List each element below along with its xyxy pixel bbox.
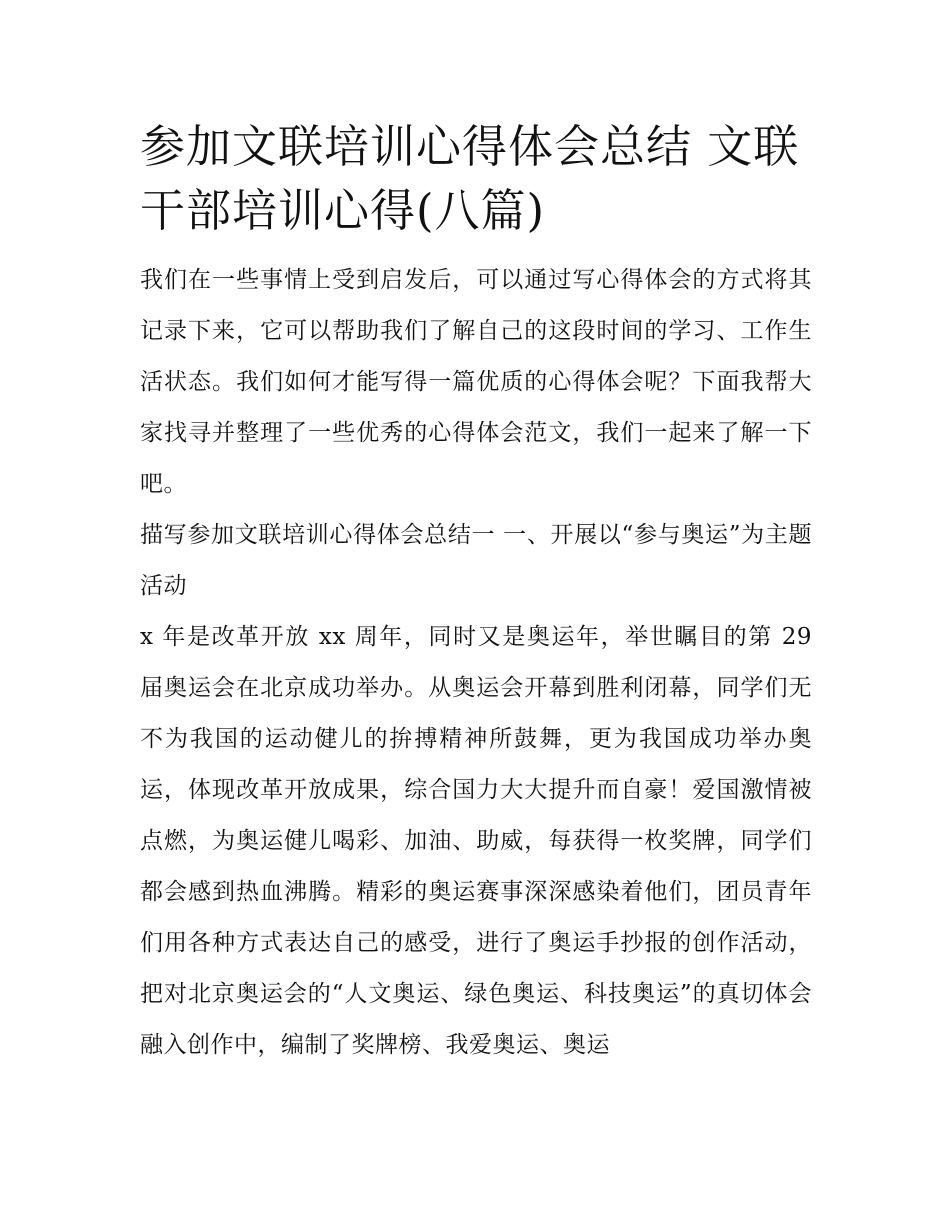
document-body	[140, 115, 812, 1071]
document-title: 参加文联培训心得体会总结 文联干部培训心得(八篇)	[140, 120, 800, 237]
section-heading: 描写参加文联培训心得体会总结一 一、开展以“参与奥运”为主题活动	[140, 522, 812, 599]
body-paragraph: x 年是改革开放 xx 周年，同时又是奥运年，举世瞩目的第 29 届奥运会在北京成功举办。从奥运会开幕到胜利闭幕，同学们无不为我国的运动健儿的拚搏精神所鼓舞，更为我国成功举办奥运，体现改革开放成果，综合国力大大提升而自豪！爱国激情被点燃，为奥运健儿喝彩、加油、助威，每获得一枚奖牌，同学们都会感到热血沸腾。精彩的奥运赛事深深感染着他们，团员青年们用各种方式表达自己的感受，进行了奥运手抄报的创作活动，把对北京奥运会的“人文奥运、绿色奥运、科技奥运”的真切体会融入创作中，编制了奖牌榜、我爱奥运、奥运	[140, 624, 812, 1058]
intro-paragraph: 我们在一些事情上受到启发后，可以通过写心得体会的方式将其记录下来，它可以帮助我们了解自己的这段时间的学习、工作生活状态。我们如何才能写得一篇优质的心得体会呢？下面我帮大家找寻并整理了一些优秀的心得体会范文，我们一起来了解一下吧。	[140, 267, 812, 497]
